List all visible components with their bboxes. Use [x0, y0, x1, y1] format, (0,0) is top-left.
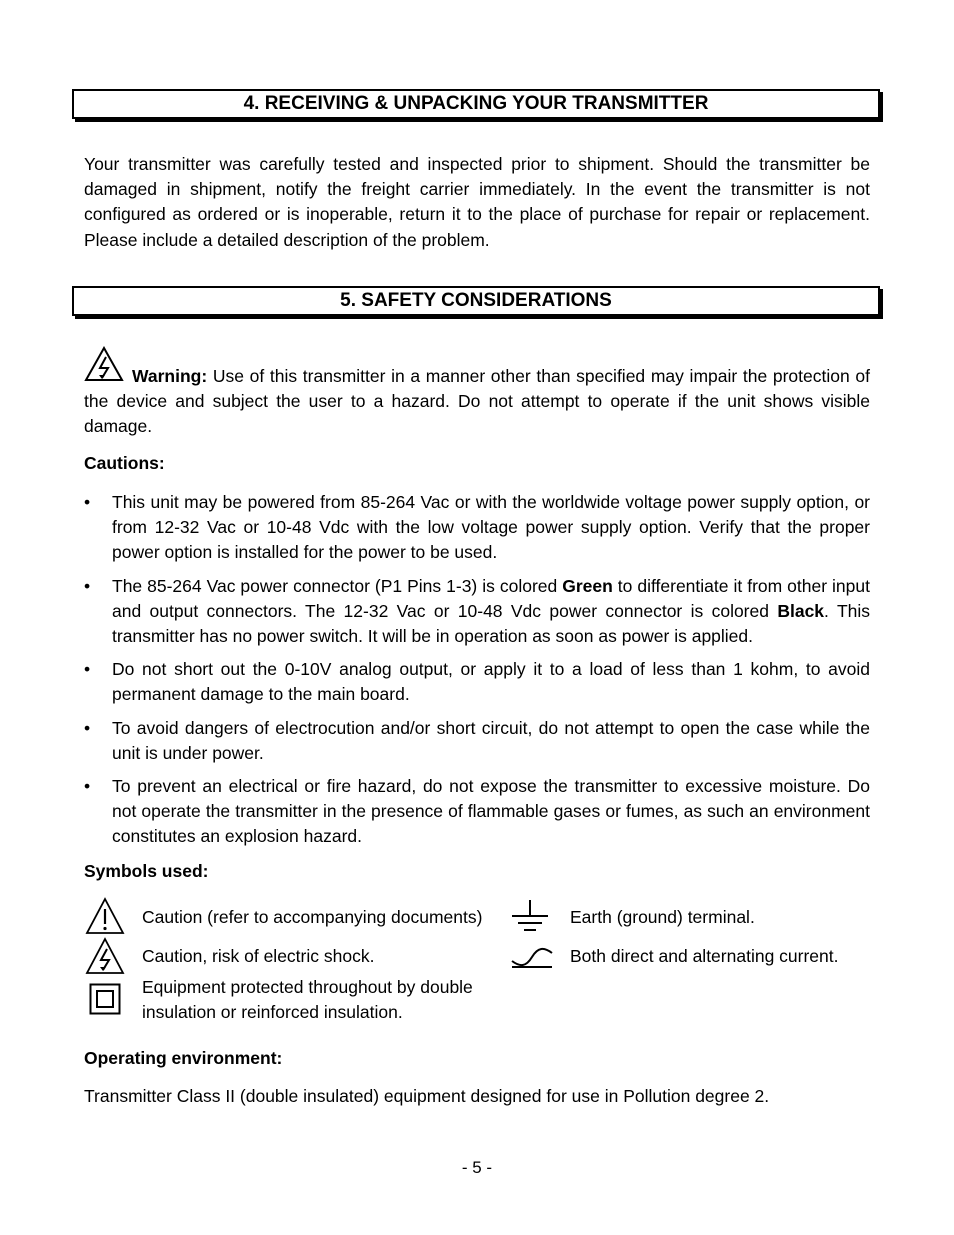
list-item: • This unit may be powered from 85-264 Vac or with the worldwide voltage power supply option, or from 12-32 Vac or 10-48 Vdc with the low voltage power supply option. Verify that the proper power option is installed for the power to be used.	[84, 492, 870, 563]
warning-label: Warning:	[132, 366, 208, 386]
symbols-heading: Symbols used:	[84, 861, 209, 881]
environment-heading: Operating environment:	[84, 1048, 283, 1068]
warning-block	[84, 364, 870, 440]
symbol-earth-text: Earth (ground) terminal.	[570, 907, 755, 927]
list-item: • The 85-264 Vac power connector (P1 Pins 1-3) is colored Green to differentiate it from other input and output connectors. The 12-32 Vac or 10-48 Vdc power connector is colored Black. This transmitter has no power switch. It will be in operation as soon as power is applied.	[84, 575, 871, 647]
green-label: Green	[562, 575, 613, 596]
symbol-caution-text: Caution (refer to accompanying documents)	[142, 907, 483, 927]
symbol-shock-text: Caution, risk of electric shock.	[142, 946, 375, 966]
section-4-header	[72, 89, 880, 119]
environment-text: Transmitter Class II (double insulated) equipment designed for use in Pollution degree 2.	[84, 1086, 770, 1106]
double-insulation-icon	[89, 983, 121, 1015]
section-5-header	[72, 286, 880, 316]
section-4-body	[84, 152, 870, 253]
list-item: • Do not short out the 0-10V analog output, or apply it to a load of less than 1 kohm, to avoid permanent damage to the main board.	[84, 659, 870, 705]
list-item: • To prevent an electrical or fire hazard, do not expose the transmitter to excessive moisture. Do not operate the transmitter in the presence of flammable gases or fumes, as such an environment constitutes an explosion hazard.	[84, 776, 870, 847]
black-label: Black	[777, 600, 825, 621]
earth-ground-icon	[510, 898, 550, 934]
page-number: - 5 -	[461, 1158, 493, 1177]
section-5-title: 5. SAFETY CONSIDERATIONS	[340, 290, 612, 311]
receiving-paragraph: Your transmitter was carefully tested and inspected prior to shipment. Should the transmitter be damaged in shipment, notify the freight carrier immediately. In the event the transmitter is not configured as ordered or is inoperable, return it to the place of purchase for repair or replacement. Please include a detailed description of the problem.	[84, 154, 870, 250]
caution-icon	[85, 897, 125, 935]
symbol-acdc-text: Both direct and alternating current.	[570, 946, 839, 966]
ac-dc-icon	[510, 945, 554, 971]
list-item: • To avoid dangers of electrocution and/or short circuit, do not attempt to open the case while the unit is under power.	[84, 717, 870, 763]
cautions-list	[84, 490, 870, 850]
electric-shock-icon	[85, 937, 125, 975]
warning-text: Use of this transmitter in a manner other than specified may impair the protection of the device and subject the user to a hazard. Do not attempt to operate if the unit shows visible damage.	[84, 366, 870, 437]
symbol-double-insulation-text: Equipment protected throughout by double insulation or reinforced insulation.	[142, 977, 473, 1023]
cautions-heading: Cautions:	[84, 453, 165, 473]
section-4-title: 4. RECEIVING & UNPACKING YOUR TRANSMITTER	[243, 93, 709, 114]
